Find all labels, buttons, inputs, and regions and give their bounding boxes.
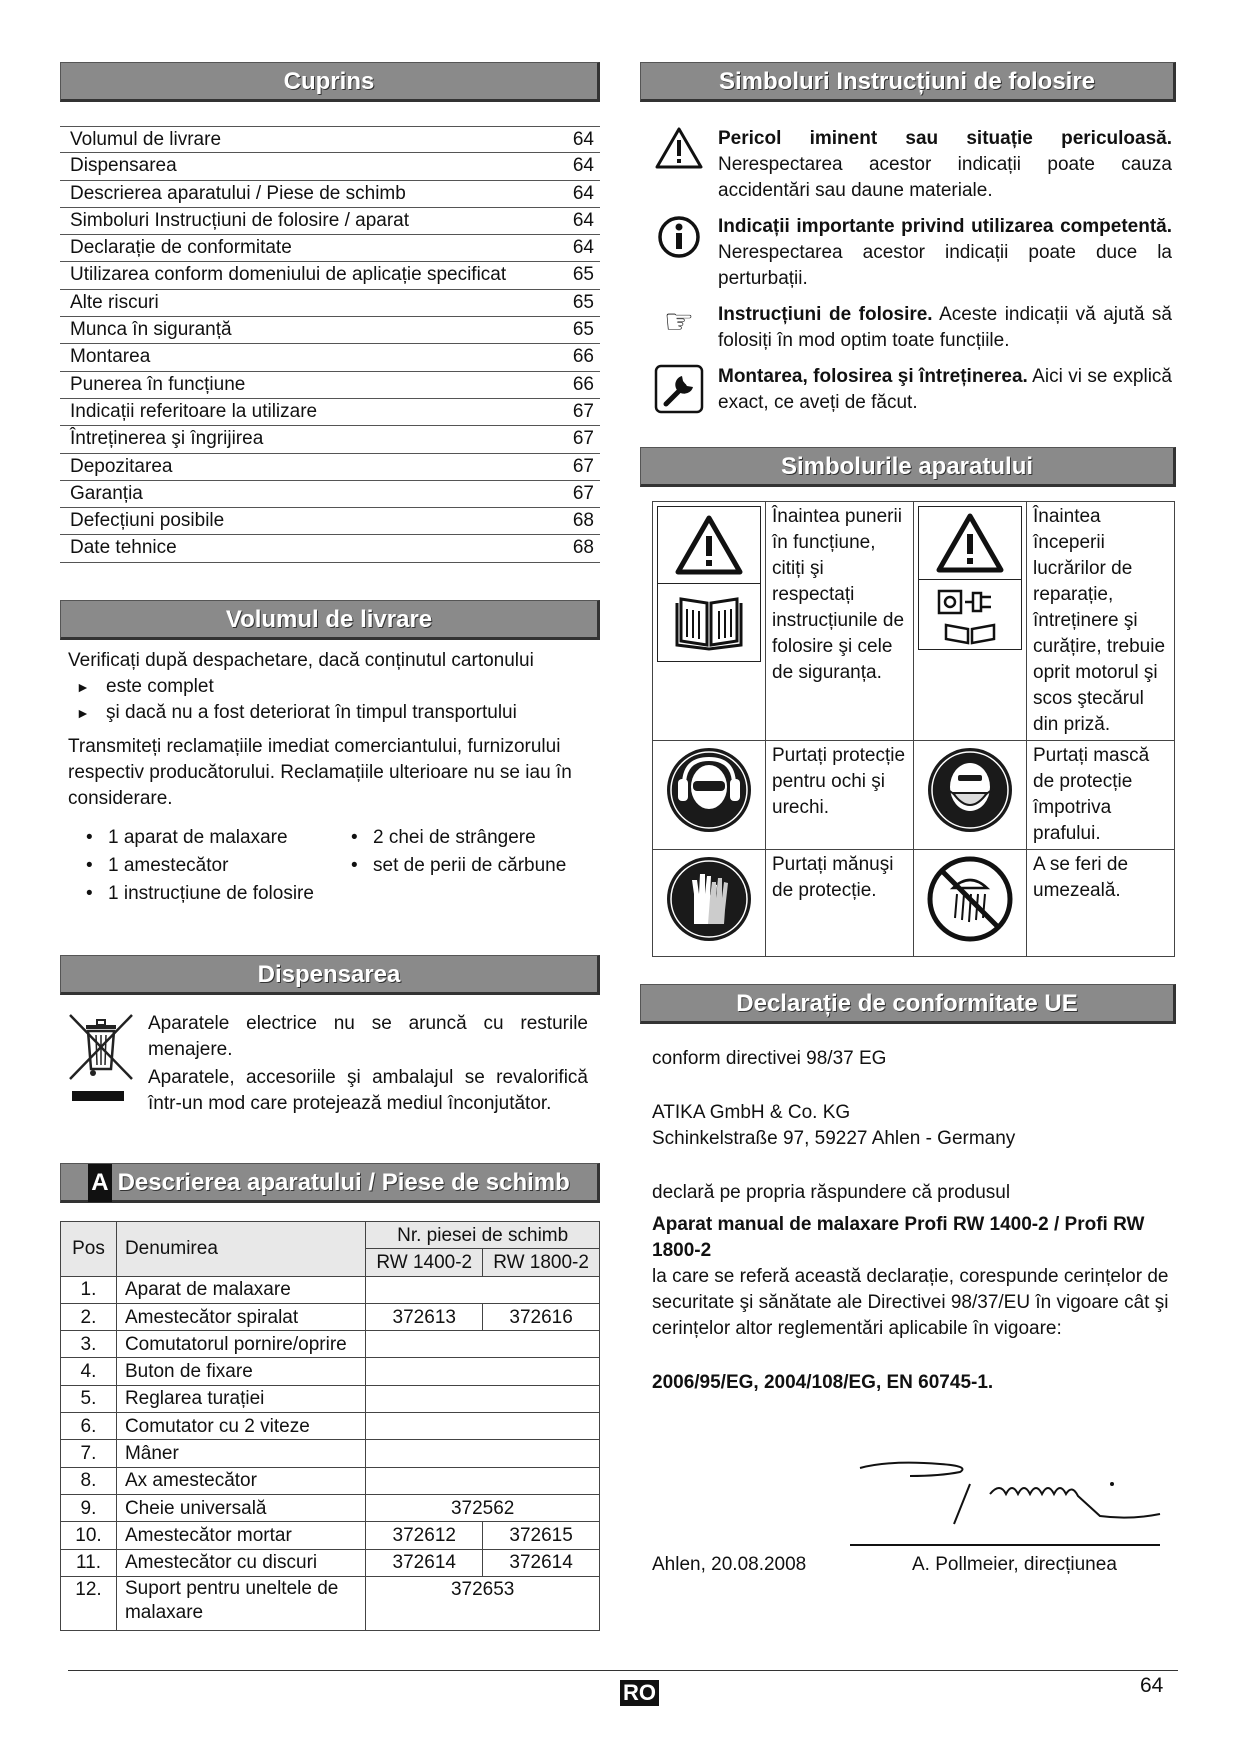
language-badge: RO: [620, 1680, 659, 1706]
toc-label: Utilizarea conform domeniului de aplicație specificat: [70, 264, 507, 286]
delivery-check-1: ► este complet: [76, 676, 214, 697]
part-number: 372653: [366, 1576, 600, 1630]
part-name: Mâner: [116, 1440, 365, 1467]
crossed-bin-icon: [60, 1011, 148, 1117]
before-repair-text: Înaintea începerii lucrărilor de reparație, întreținere şi curățire, trebuie oprit motorul şi scos ştecărul din priză.: [1027, 502, 1175, 741]
moisture-text: A se feri de umezeală.: [1027, 850, 1175, 957]
symbol-instructions: ☞ Instrucțiuni de folosire. Aceste indicații vă ajută să folosiți în mod optim toate funcțiile.: [640, 302, 1172, 354]
toc-label: Depozitarea: [70, 455, 173, 477]
dust-mask-text: Purtați mască de protecție împotriva prafului.: [1027, 741, 1175, 850]
toc-label: Descrierea aparatului / Piese de schimb: [70, 182, 406, 204]
dust-mask-icon: [918, 745, 1022, 843]
part-number: [366, 1331, 600, 1358]
gloves-text: Purtați mănuşi de protecție.: [766, 850, 914, 957]
part-name: Amestecător cu discuri: [116, 1549, 365, 1576]
unplug-icon: [918, 580, 1022, 650]
toc-label: Dispensarea: [70, 155, 177, 177]
toc-list: [60, 126, 600, 563]
declaration-signer: A. Pollmeier, direcțiunea: [912, 1554, 1117, 1575]
signature: [850, 1454, 1170, 1546]
part-number-rw1800: 372616: [483, 1303, 600, 1330]
table-row: [61, 1522, 600, 1549]
part-name: Suport pentru uneltele de malaxare: [116, 1576, 365, 1630]
toc-section: [60, 62, 600, 563]
part-number-rw1400: 372612: [366, 1522, 483, 1549]
declaration-title: Declarație de conformitate UE: [640, 984, 1176, 1024]
declaration-section: [640, 984, 1176, 1575]
list-item: • 1 aparat de malaxare: [86, 827, 288, 848]
part-pos: 6.: [61, 1413, 117, 1440]
toc-page: 68: [572, 510, 594, 532]
symbol-assembly: Montarea, folosirea şi întreținerea. Aici vi se explică exact, ce aveți de făcut.: [640, 364, 1172, 416]
part-pos: 12.: [61, 1576, 117, 1630]
part-number: [366, 1276, 600, 1303]
declaration-declares: declară pe propria răspundere că produsul: [652, 1182, 1011, 1203]
toc-label: Munca în siguranță: [70, 319, 232, 341]
warning-triangle-icon: [657, 506, 761, 584]
table-row: [61, 1276, 600, 1303]
col-header-rw1800: RW 1800-2: [483, 1249, 600, 1276]
part-name: Ax amestecător: [116, 1467, 365, 1494]
no-rain-icon: [918, 854, 1022, 952]
toc-row: [60, 317, 600, 344]
symbols-section: [640, 62, 1176, 426]
disposal-text-1: Aparatele electrice nu se aruncă cu resturile menajere.: [148, 1013, 588, 1060]
part-pos: 9.: [61, 1494, 117, 1521]
part-number: [366, 1440, 600, 1467]
toc-label: Declarație de conformitate: [70, 237, 292, 259]
part-name: Buton de fixare: [116, 1358, 365, 1385]
toc-page: 64: [572, 237, 594, 259]
part-name: Amestecător spiralat: [116, 1303, 365, 1330]
toc-row: [60, 372, 600, 399]
gloves-icon: [657, 854, 761, 952]
toc-label: Volumul de livrare: [70, 129, 222, 150]
toc-row: [60, 235, 600, 262]
part-name: Comutator cu 2 viteze: [116, 1413, 365, 1440]
col-header-rw1400: RW 1400-2: [366, 1249, 483, 1276]
toc-row: [60, 208, 600, 235]
list-item: • 1 instrucțiune de folosire: [86, 883, 314, 904]
part-name: Aparat de malaxare: [116, 1276, 365, 1303]
table-row: [61, 1494, 600, 1521]
parts-section: [60, 1163, 600, 1631]
toc-row: [60, 481, 600, 508]
table-row: [61, 1467, 600, 1494]
part-pos: 3.: [61, 1331, 117, 1358]
toc-title: Cuprins: [60, 62, 600, 102]
table-row: [61, 1303, 600, 1330]
declaration-product: Aparat manual de malaxare Profi RW 1400-2 / Profi RW 1800-2: [652, 1214, 1145, 1261]
part-pos: 4.: [61, 1358, 117, 1385]
toc-label: Montarea: [70, 346, 151, 368]
disposal-text-2: Aparatele, accesoriile şi ambalajul se revalorifică într-un mod care protejează mediul înconjutător.: [148, 1067, 588, 1114]
toc-row: [60, 508, 600, 535]
part-name: Reglarea turației: [116, 1385, 365, 1412]
toc-row: [60, 181, 600, 208]
toc-label: Indicații referitoare la utilizare: [70, 400, 318, 422]
toc-page: 64: [572, 209, 594, 231]
warning-triangle-icon: [918, 506, 1022, 580]
delivery-claims: Transmiteți reclamațiile imediat comerciantului, furnizorului respectiv producătorului. Reclamațiile ulterioare nu se iau în considerare.: [68, 736, 572, 809]
table-row: [61, 1440, 600, 1467]
parts-table: [60, 1221, 600, 1631]
toc-label: Alte riscuri: [70, 291, 159, 313]
part-pos: 2.: [61, 1303, 117, 1330]
part-number: 372562: [366, 1494, 600, 1521]
toc-row: [60, 399, 600, 426]
table-row: [61, 1385, 600, 1412]
table-row: [61, 1576, 600, 1630]
table-row: [61, 1549, 600, 1576]
toc-page: 64: [572, 129, 594, 150]
declaration-conformity: la care se referă această declarație, corespunde cerințelor de securitate şi sănătate ale Directivei 98/37/EU în vigoare cât şi cerințelor altor reglementări aplicabile în vigoare:: [652, 1266, 1169, 1339]
toc-page: 67: [572, 455, 594, 477]
delivery-section: [60, 600, 600, 908]
delivery-title: Volumul de livrare: [60, 600, 600, 640]
toc-row: [60, 535, 600, 562]
toc-row: [60, 426, 600, 453]
toc-page: 67: [572, 482, 594, 504]
part-name: Cheie universală: [116, 1494, 365, 1521]
wrench-icon: [640, 364, 718, 416]
declaration-company: ATIKA GmbH & Co. KG: [652, 1102, 851, 1123]
toc-row: [60, 153, 600, 180]
part-number-rw1400: 372613: [366, 1303, 483, 1330]
toc-page: 67: [572, 400, 594, 422]
toc-page: 64: [572, 182, 594, 204]
delivery-intro: Verificați după despachetare, dacă conținutul cartonului: [68, 650, 534, 671]
part-pos: 7.: [61, 1440, 117, 1467]
read-manual-text: Înaintea punerii în funcțiune, citiți şi respectați instrucțiunile de folosire şi cele de siguranța.: [766, 502, 914, 741]
toc-row: [60, 290, 600, 317]
table-row: [61, 1413, 600, 1440]
toc-label: Garanția: [70, 482, 143, 504]
delivery-items: [68, 824, 592, 908]
col-header-nr: Nr. piesei de schimb: [366, 1222, 600, 1249]
part-number: [366, 1358, 600, 1385]
delivery-check-2: ► şi dacă nu a fost deteriorat în timpul transportului: [76, 702, 517, 723]
toc-row: [60, 344, 600, 371]
part-name: Amestecător mortar: [116, 1522, 365, 1549]
warning-triangle-icon: [640, 126, 718, 204]
symbols-title: Simboluri Instrucțiuni de folosire: [640, 62, 1176, 102]
col-header-pos: Pos: [61, 1222, 117, 1277]
part-number: [366, 1413, 600, 1440]
info-circle-icon: [640, 214, 718, 292]
table-row: [61, 1358, 600, 1385]
part-pos: 11.: [61, 1549, 117, 1576]
list-item: • 1 amestecător: [86, 855, 229, 876]
toc-label: Întreținerea şi îngrijirea: [70, 428, 264, 450]
declaration-standards: 2006/95/EG, 2004/108/EG, EN 60745-1.: [652, 1372, 994, 1393]
toc-page: 67: [572, 428, 594, 450]
open-book-icon: [657, 584, 761, 662]
part-number-rw1800: 372615: [483, 1522, 600, 1549]
part-number-rw1800: 372614: [483, 1549, 600, 1576]
toc-page: 65: [572, 319, 594, 341]
symbol-danger: Pericol iminent sau situație periculoasă. Nerespectarea acestor indicații poate cauza accidentări sau daune materiale.: [640, 126, 1172, 204]
list-item: • 2 chei de strângere: [351, 827, 536, 848]
toc-page: 64: [572, 155, 594, 177]
part-pos: 1.: [61, 1276, 117, 1303]
declaration-address: Schinkelstraße 97, 59227 Ahlen - Germany: [652, 1128, 1016, 1149]
parts-title: A Descrierea aparatului / Piese de schimb: [60, 1163, 600, 1203]
eye-ear-text: Purtați protecție pentru ochi şi urechi.: [766, 741, 914, 850]
pointing-hand-icon: ☞: [663, 303, 695, 341]
part-pos: 5.: [61, 1385, 117, 1412]
toc-label: Date tehnice: [70, 537, 177, 559]
toc-page: 66: [572, 346, 594, 368]
device-symbols-title: Simbolurile aparatului: [640, 447, 1176, 487]
part-number: [366, 1467, 600, 1494]
list-item: • set de perii de cărbune: [351, 855, 567, 876]
toc-row: [60, 454, 600, 481]
device-symbols-table: [652, 501, 1175, 957]
symbol-info: Indicații importante privind utilizarea competentă. Nerespectarea acestor indicații poate duce la perturbații.: [640, 214, 1172, 292]
toc-page: 65: [572, 264, 594, 286]
part-pos: 8.: [61, 1467, 117, 1494]
disposal-section: [60, 955, 600, 1117]
toc-page: 66: [572, 373, 594, 395]
part-pos: 10.: [61, 1522, 117, 1549]
disposal-title: Dispensarea: [60, 955, 600, 995]
declaration-place-date: Ahlen, 20.08.2008: [652, 1554, 807, 1575]
toc-label: Punerea în funcțiune: [70, 373, 246, 395]
toc-page: 68: [572, 537, 594, 559]
declaration-directive: conform directivei 98/37 EG: [652, 1048, 887, 1069]
col-header-name: Denumirea: [116, 1222, 365, 1277]
part-number-rw1400: 372614: [366, 1549, 483, 1576]
toc-row: [60, 262, 600, 289]
toc-label: Simboluri Instrucțiuni de folosire / aparat: [70, 209, 409, 231]
toc-label: Defecțiuni posibile: [70, 510, 225, 532]
part-number: [366, 1385, 600, 1412]
footer-rule: [68, 1670, 1178, 1671]
page-number: 64: [1140, 1674, 1164, 1697]
toc-page: 65: [572, 291, 594, 313]
eye-ear-protection-icon: [657, 745, 761, 843]
part-name: Comutatorul pornire/oprire: [116, 1331, 365, 1358]
table-row: [61, 1331, 600, 1358]
toc-row: [60, 126, 600, 153]
device-symbols-section: [640, 447, 1176, 957]
